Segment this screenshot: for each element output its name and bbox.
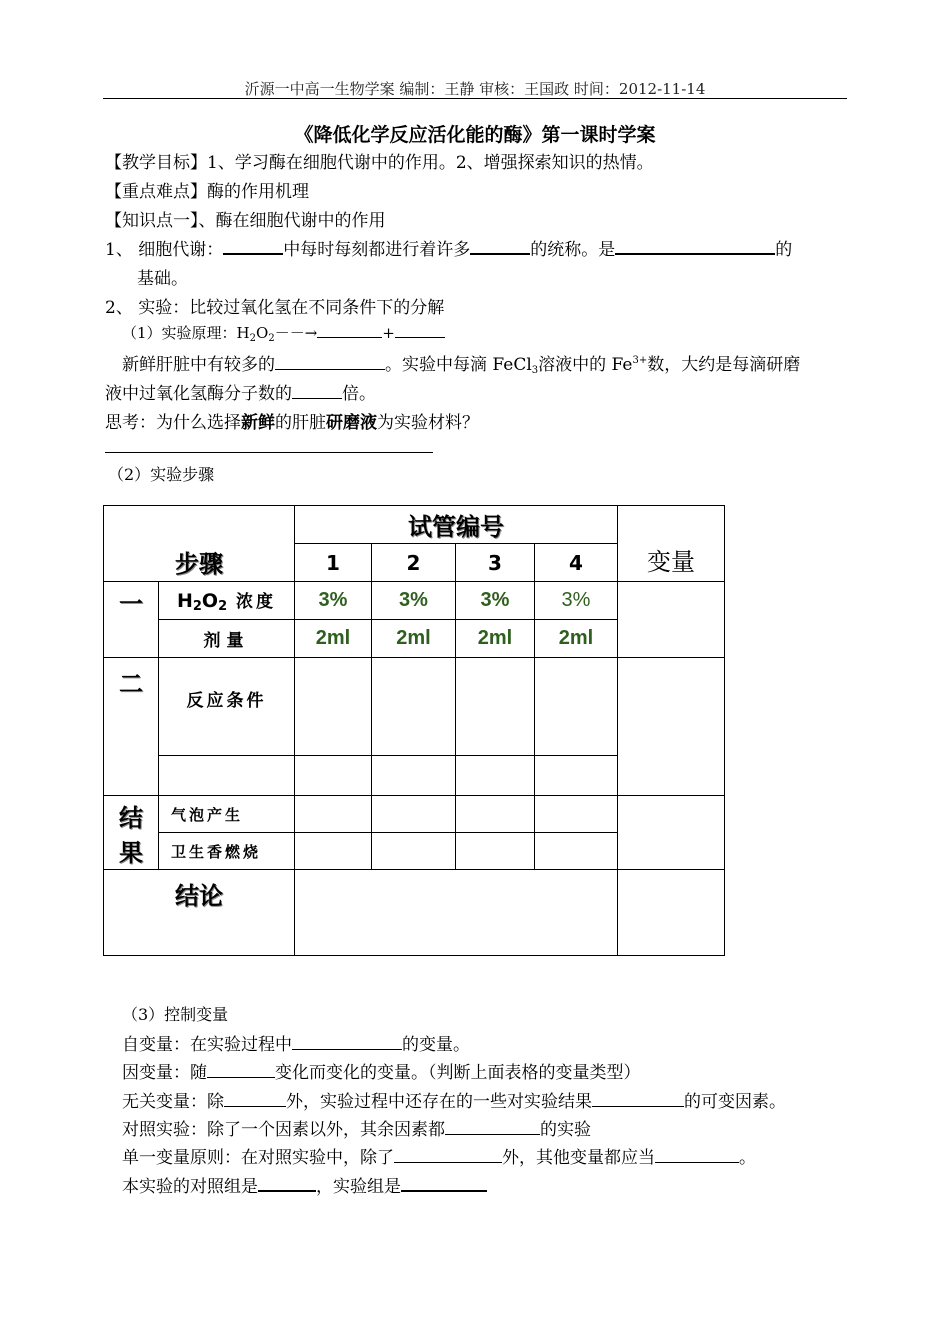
blank[interactable] [223, 252, 283, 255]
single-c: 。 [739, 1148, 756, 1168]
conc-cell[interactable] [456, 582, 535, 620]
blank[interactable] [207, 1076, 275, 1078]
conc-cell[interactable] [535, 582, 618, 620]
blank[interactable] [258, 1189, 316, 1192]
ctrl-a: 对照实验：除了一个因素以外，其余因素都 [122, 1120, 445, 1140]
result-cell[interactable] [535, 833, 618, 870]
steps-header-cell [104, 506, 295, 582]
extraneous-var-line [122, 1087, 786, 1112]
incense-label-cell [159, 833, 295, 870]
goal-text: 1、学习酶在细胞代谢中的作用。2、增强探索知识的热情。 [207, 153, 654, 173]
dose-label-cell [159, 620, 295, 658]
teaching-goal [105, 148, 654, 173]
blank[interactable] [275, 368, 385, 370]
dependent-var-line [122, 1058, 641, 1083]
ctrl-b: 的实验 [540, 1120, 591, 1140]
result-label-cell [104, 796, 159, 870]
dose-value: 2ml [477, 627, 513, 649]
blank[interactable] [224, 1105, 286, 1107]
tube-number: 1 [326, 550, 340, 575]
result-cell[interactable] [372, 796, 456, 833]
result-label-2: 果 [119, 838, 143, 867]
think-a: 思考：为什么选择 [105, 413, 241, 433]
conc-value: 3% [399, 589, 428, 611]
result-cell[interactable] [456, 796, 535, 833]
condition-cell[interactable] [535, 658, 618, 756]
tube-4-header [535, 544, 618, 582]
key-difficulty [105, 177, 309, 202]
sub: 2 [249, 333, 257, 344]
think-c: 的肝脏 [275, 413, 326, 433]
blank[interactable] [445, 1133, 540, 1135]
tube-3-header [456, 544, 535, 582]
liver-line-2 [105, 379, 376, 404]
kp-text: 、酶在细胞代谢中的作用 [198, 211, 386, 231]
result-cell[interactable] [372, 833, 456, 870]
variable-header-cell [618, 506, 725, 582]
iv-a: 自变量：在实验过程中 [122, 1035, 292, 1055]
tube-number: 2 [406, 550, 421, 575]
condition-extra-cell [159, 756, 295, 796]
experiment-line: 2、 实验：比较过氧化氢在不同条件下的分解 [105, 298, 445, 318]
condition-label: 反应条件 [186, 691, 267, 711]
condition-cell[interactable] [456, 658, 535, 756]
liver-b: 。实验中每滴 FeCl [385, 355, 532, 375]
sub: 2 [192, 599, 202, 614]
blank[interactable] [470, 252, 530, 255]
variable-cell[interactable] [618, 658, 725, 796]
tube-2-header [372, 544, 456, 582]
bubbles-label: 气泡产生 [171, 805, 244, 824]
result-cell[interactable] [295, 796, 372, 833]
metabolism-line [105, 235, 792, 260]
dose-cell[interactable] [535, 620, 618, 658]
tube-number: 4 [569, 550, 583, 575]
dose-value: 2ml [558, 627, 594, 649]
liver-c: 溶液中的 Fe [538, 355, 633, 375]
condition-cell[interactable] [295, 658, 372, 756]
document-title: 《降低化学反应活化能的酶》第一课时学案 [294, 124, 656, 146]
steps-label: 步骤 [175, 550, 223, 578]
metabolism-cont: 基础。 [137, 269, 188, 289]
condition-cell[interactable] [535, 756, 618, 796]
result-cell[interactable] [295, 833, 372, 870]
page-header: 沂源一中高一生物学案 编制：王静 审核：王国政 时间：2012-11-14 [244, 80, 706, 98]
conc-value: 3% [480, 589, 510, 611]
conclusion-label-cell [104, 870, 295, 956]
metab-prefix: 1、 细胞代谢： [105, 240, 224, 260]
liver-a: 新鲜肝脏中有较多的 [122, 355, 275, 375]
sub: 2 [268, 333, 275, 344]
sub: 3 [531, 365, 539, 376]
condition-cell[interactable] [456, 756, 535, 796]
key-label: 【重点难点】 [105, 182, 207, 202]
step-2-cell [104, 658, 159, 796]
h2o2-label-cell [159, 582, 295, 620]
conclusion-cell[interactable] [295, 870, 618, 956]
result-cell[interactable] [535, 796, 618, 833]
blank[interactable] [592, 1105, 684, 1107]
arrow: －－→ [274, 324, 318, 342]
dose-cell[interactable] [372, 620, 456, 658]
conclusion-label: 结论 [175, 882, 223, 910]
step-1-cell [104, 582, 159, 658]
dv-b: 变化而变化的变量。（判断上面表格的变量类型） [275, 1063, 641, 1083]
groups-line [122, 1172, 487, 1197]
h2o2-suffix: 浓度 [227, 592, 277, 612]
principle-o: O [256, 324, 269, 342]
tube-number: 3 [488, 550, 502, 575]
metab-mid1: 中每时每刻都进行着许多 [283, 240, 471, 260]
control-exp-line [122, 1115, 591, 1140]
condition-cell[interactable] [372, 756, 456, 796]
goal-label: 【教学目标】 [105, 153, 207, 173]
principle-label: （1）实验原理：H [122, 324, 250, 342]
condition-label-cell [159, 658, 295, 756]
conc-cell[interactable] [372, 582, 456, 620]
blank[interactable] [615, 252, 775, 255]
header-divider [103, 98, 847, 99]
dose-label: 剂量 [203, 631, 250, 651]
blank[interactable] [395, 336, 445, 338]
key-text: 酶的作用机理 [207, 182, 309, 202]
dose-value: 2ml [315, 627, 351, 649]
conc-value: 3% [318, 589, 348, 611]
variable-cell[interactable] [618, 796, 725, 870]
think-line [105, 408, 479, 433]
dv-a: 因变量：随 [122, 1063, 207, 1083]
steps-heading: （2）实验步骤 [108, 465, 215, 484]
h2o2-o: O [201, 590, 219, 612]
knowledge-point [105, 206, 386, 231]
metab-mid2: 的统称。是 [530, 240, 616, 260]
blank[interactable] [292, 1048, 402, 1050]
conc-value: 3% [561, 589, 591, 611]
blank[interactable] [394, 1161, 502, 1163]
ev-b: 外，实验过程中还存在的一些对实验结果 [286, 1092, 592, 1112]
ev-c: 的可变因素。 [684, 1092, 786, 1112]
sup: 3+ [632, 355, 648, 366]
blank[interactable] [655, 1161, 739, 1163]
variable-cell[interactable] [618, 582, 725, 658]
kp-label: 【知识点一】 [105, 211, 199, 231]
single-var-line [122, 1143, 756, 1168]
tube-1-header [295, 544, 372, 582]
tube-header-cell [295, 506, 618, 544]
single-a: 单一变量原则：在对照实验中，除了 [122, 1148, 394, 1168]
step-2-label: 二 [119, 670, 143, 698]
blank[interactable] [317, 336, 382, 338]
tube-header: 试管编号 [408, 513, 504, 541]
sub: 2 [218, 599, 228, 614]
bubbles-label-cell [159, 796, 295, 833]
liver-line [122, 350, 800, 376]
dose-cell[interactable] [295, 620, 372, 658]
answer-line[interactable] [105, 452, 433, 453]
independent-var-line [122, 1030, 470, 1055]
plus: + [382, 324, 395, 342]
groups-a: 本实验的对照组是 [122, 1177, 258, 1197]
liver-d: 数，大约是每滴研磨 [647, 355, 801, 375]
liver-e: 液中过氧化氢酶分子数的 [105, 384, 292, 404]
ev-a: 无关变量：除 [122, 1092, 224, 1112]
dose-value: 2ml [396, 627, 431, 649]
incense-label: 卫生香燃烧 [171, 842, 262, 861]
single-b: 外，其他变量都应当 [502, 1148, 655, 1168]
iv-b: 的变量。 [402, 1035, 470, 1055]
liver-f: 倍。 [342, 384, 376, 404]
result-label-1: 结 [119, 803, 143, 832]
h2o2-h: H [176, 590, 193, 612]
variable-cell[interactable] [618, 870, 725, 956]
control-heading: （3）控制变量 [122, 1005, 229, 1024]
conc-cell[interactable] [295, 582, 372, 620]
blank[interactable] [292, 397, 342, 399]
condition-cell[interactable] [372, 658, 456, 756]
think-d: 研磨液 [326, 413, 377, 433]
blank[interactable] [401, 1189, 487, 1192]
experiment-table [103, 505, 725, 956]
think-e: 为实验材料？ [377, 413, 479, 433]
variable-label: 变量 [647, 548, 695, 576]
step-1-label: 一 [119, 590, 143, 618]
dose-cell[interactable] [456, 620, 535, 658]
principle-line [122, 322, 445, 344]
metab-suffix: 的 [775, 240, 793, 260]
groups-b: ，实验组是 [316, 1177, 401, 1197]
condition-cell[interactable] [295, 756, 372, 796]
result-cell[interactable] [456, 833, 535, 870]
think-b: 新鲜 [241, 413, 275, 433]
